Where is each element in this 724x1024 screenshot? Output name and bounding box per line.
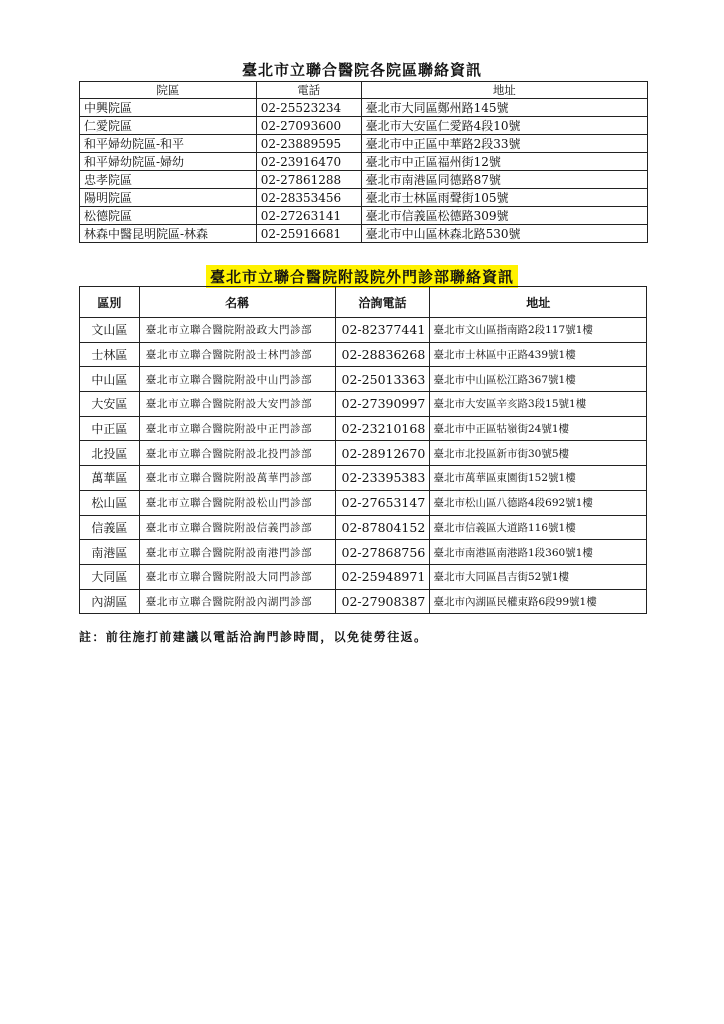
phone-cell: 02-27390997 — [335, 392, 430, 417]
clinic-name-cell: 臺北市立聯合醫院附設大安門診部 — [139, 392, 335, 417]
address-cell: 臺北市信義區松德路309號 — [361, 207, 647, 225]
table-row — [80, 318, 647, 343]
branch-name-cell: 松德院區 — [80, 207, 257, 225]
clinics-title: 臺北市立聯合醫院附設院外門診部聯絡資訊 — [206, 265, 518, 288]
clinic-name-cell: 臺北市立聯合醫院附設松山門診部 — [139, 490, 335, 515]
district-cell: 文山區 — [80, 318, 140, 343]
phone-cell: 02-28836268 — [335, 342, 430, 367]
address-cell: 臺北市松山區八德路4段692號1樓 — [430, 490, 647, 515]
clinics-title-wrap — [0, 265, 724, 288]
address-cell: 臺北市大安區仁愛路4段10號 — [361, 117, 647, 135]
district-cell: 萬華區 — [80, 466, 140, 491]
branch-name-cell: 陽明院區 — [80, 189, 257, 207]
address-cell: 臺北市大安區辛亥路3段15號1樓 — [430, 392, 647, 417]
clinic-name-cell: 臺北市立聯合醫院附設萬華門診部 — [139, 466, 335, 491]
table-row — [80, 153, 648, 171]
phone-cell: 02-25948971 — [335, 564, 430, 589]
address-cell: 臺北市南港區南港路1段360號1樓 — [430, 540, 647, 565]
column-header-phone: 電話 — [256, 82, 361, 99]
phone-cell: 02-23395383 — [335, 466, 430, 491]
clinic-name-cell: 臺北市立聯合醫院附設中山門診部 — [139, 367, 335, 392]
table-row — [80, 466, 647, 491]
hospital-branches-title: 臺北市立聯合醫院各院區聯絡資訊 — [241, 61, 482, 79]
phone-cell: 02-27868756 — [335, 540, 430, 565]
phone-cell: 02-87804152 — [335, 515, 430, 540]
table-row — [80, 135, 648, 153]
address-cell: 臺北市士林區雨聲街105號 — [361, 189, 647, 207]
table-header-row — [80, 287, 647, 318]
table-row — [80, 99, 648, 117]
table-row — [80, 441, 647, 466]
clinic-name-cell: 臺北市立聯合醫院附設士林門診部 — [139, 342, 335, 367]
address-cell: 臺北市中正區福州街12號 — [361, 153, 647, 171]
phone-cell: 02-25523234 — [256, 99, 361, 117]
column-header-district: 區別 — [80, 287, 140, 318]
phone-cell: 02-23210168 — [335, 416, 430, 441]
address-cell: 臺北市中正區中華路2段33號 — [361, 135, 647, 153]
branch-name-cell: 和平婦幼院區-婦幼 — [80, 153, 257, 171]
column-header-name: 名稱 — [139, 287, 335, 318]
address-cell: 臺北市南港區同德路87號 — [361, 171, 647, 189]
district-cell: 南港區 — [80, 540, 140, 565]
branch-name-cell: 中興院區 — [80, 99, 257, 117]
district-cell: 士林區 — [80, 342, 140, 367]
table-row — [80, 171, 648, 189]
district-cell: 北投區 — [80, 441, 140, 466]
phone-cell: 02-27263141 — [256, 207, 361, 225]
address-cell: 臺北市信義區大道路116號1樓 — [430, 515, 647, 540]
outpatient-clinics-table — [79, 286, 647, 614]
address-cell: 臺北市文山區指南路2段117號1樓 — [430, 318, 647, 343]
table-row — [80, 515, 647, 540]
clinic-name-cell: 臺北市立聯合醫院附設政大門診部 — [139, 318, 335, 343]
table-row — [80, 189, 648, 207]
table-row — [80, 416, 647, 441]
district-cell: 中山區 — [80, 367, 140, 392]
branch-name-cell: 林森中醫昆明院區-林森 — [80, 225, 257, 243]
district-cell: 大安區 — [80, 392, 140, 417]
table-row — [80, 367, 647, 392]
table-row — [80, 392, 647, 417]
address-cell: 臺北市北投區新市街30號5樓 — [430, 441, 647, 466]
phone-cell: 02-28353456 — [256, 189, 361, 207]
column-header-branch: 院區 — [80, 82, 257, 99]
address-cell: 臺北市內湖區民權東路6段99號1樓 — [430, 589, 647, 614]
table-row — [80, 564, 647, 589]
address-cell: 臺北市士林區中正路439號1樓 — [430, 342, 647, 367]
address-cell: 臺北市大同區昌吉街52號1樓 — [430, 564, 647, 589]
hospital-branches-table — [79, 81, 648, 243]
address-cell: 臺北市中山區林森北路530號 — [361, 225, 647, 243]
phone-cell: 02-27861288 — [256, 171, 361, 189]
phone-cell: 02-25013363 — [335, 367, 430, 392]
clinic-name-cell: 臺北市立聯合醫院附設北投門診部 — [139, 441, 335, 466]
column-header-phone: 洽詢電話 — [335, 287, 430, 318]
address-cell: 臺北市大同區鄭州路145號 — [361, 99, 647, 117]
table-header-row — [80, 82, 648, 99]
clinic-name-cell: 臺北市立聯合醫院附設中正門診部 — [139, 416, 335, 441]
phone-cell: 02-27908387 — [335, 589, 430, 614]
phone-cell: 02-25916681 — [256, 225, 361, 243]
footnote: 註：前往施打前建議以電話洽詢門診時間，以免徒勞往返。 — [79, 630, 428, 644]
address-cell: 臺北市中正區牯嶺街24號1樓 — [430, 416, 647, 441]
address-cell: 臺北市萬華區東園街152號1樓 — [430, 466, 647, 491]
branch-name-cell: 忠孝院區 — [80, 171, 257, 189]
phone-cell: 02-27093600 — [256, 117, 361, 135]
table-row — [80, 540, 647, 565]
district-cell: 內湖區 — [80, 589, 140, 614]
table-row — [80, 589, 647, 614]
table-row — [80, 207, 648, 225]
clinic-name-cell: 臺北市立聯合醫院附設南港門診部 — [139, 540, 335, 565]
phone-cell: 02-23889595 — [256, 135, 361, 153]
clinic-name-cell: 臺北市立聯合醫院附設信義門診部 — [139, 515, 335, 540]
district-cell: 松山區 — [80, 490, 140, 515]
table-row — [80, 117, 648, 135]
column-header-address: 地址 — [361, 82, 647, 99]
clinic-name-cell: 臺北市立聯合醫院附設內湖門診部 — [139, 589, 335, 614]
phone-cell: 02-82377441 — [335, 318, 430, 343]
branch-name-cell: 仁愛院區 — [80, 117, 257, 135]
table-row — [80, 490, 647, 515]
phone-cell: 02-27653147 — [335, 490, 430, 515]
district-cell: 信義區 — [80, 515, 140, 540]
address-cell: 臺北市中山區松江路367號1樓 — [430, 367, 647, 392]
branch-name-cell: 和平婦幼院區-和平 — [80, 135, 257, 153]
table-row — [80, 225, 648, 243]
district-cell: 中正區 — [80, 416, 140, 441]
clinic-name-cell: 臺北市立聯合醫院附設大同門診部 — [139, 564, 335, 589]
column-header-address: 地址 — [430, 287, 647, 318]
phone-cell: 02-23916470 — [256, 153, 361, 171]
phone-cell: 02-28912670 — [335, 441, 430, 466]
table-row — [80, 342, 647, 367]
district-cell: 大同區 — [80, 564, 140, 589]
